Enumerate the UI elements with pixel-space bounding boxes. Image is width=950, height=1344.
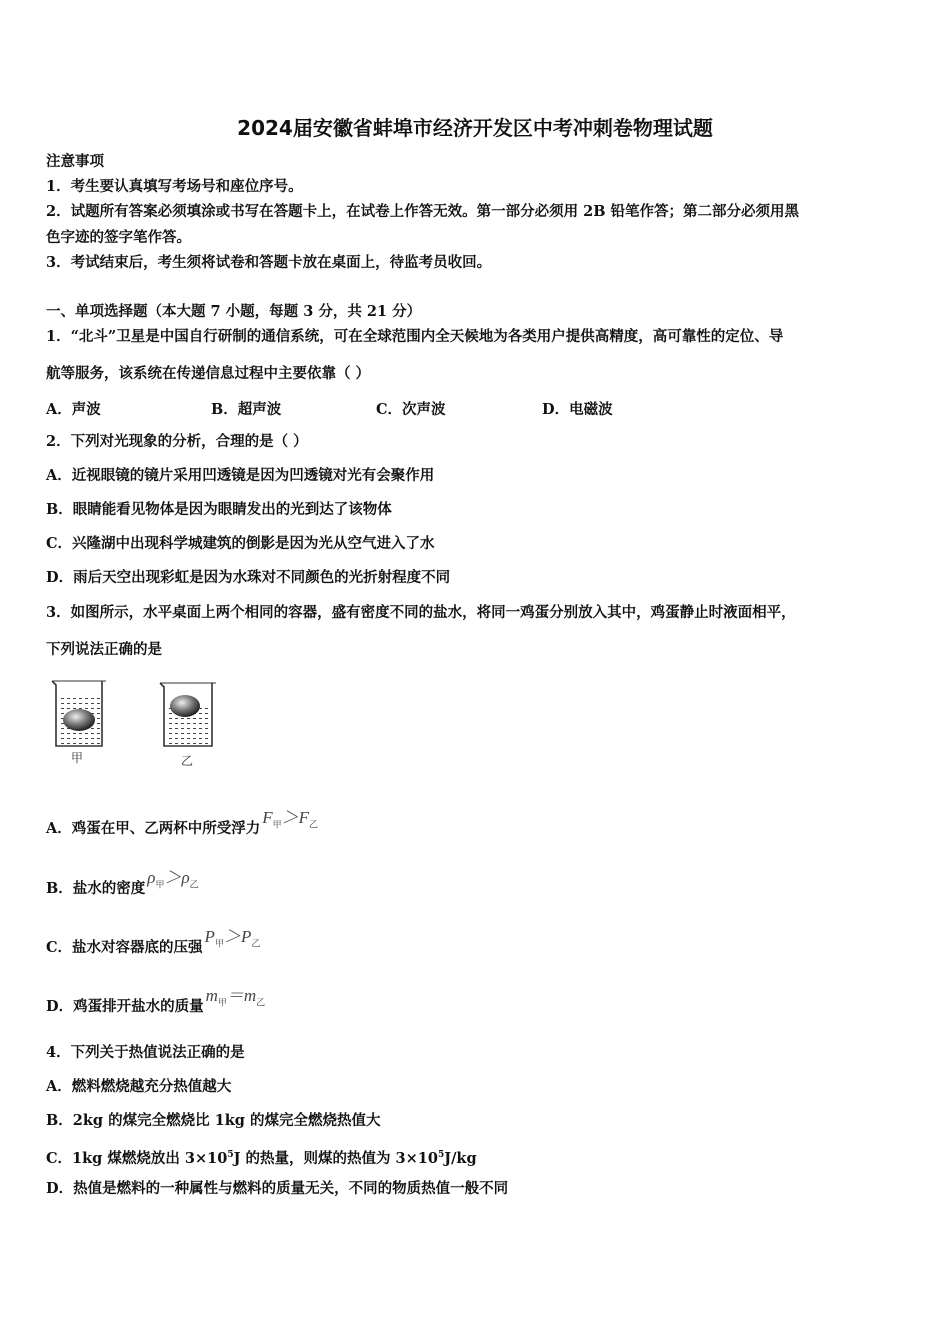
notice-item: 2．试题所有答案必须填涂或书写在答题卡上，在试卷上作答无效。第一部分必须用 2B 铅笔作答；第二部分必须用黑 — [46, 203, 800, 220]
q4-option-d: D．热值是燃料的一种属性与燃料的质量无关，不同的物质热值一般不同 — [46, 1180, 509, 1197]
formula: $P_甲>P_乙$ — [204, 927, 261, 949]
figure-label-jia: 甲 — [70, 751, 84, 765]
notice-item: 1．考生要认真填写考场号和座位序号。 — [46, 178, 303, 195]
figure-label-yi: 乙 — [180, 754, 194, 768]
q1-option-b: B．超声波 — [211, 401, 282, 418]
section-heading: 一、单项选择题（本大题 7 小题，每题 3 分，共 21 分） — [46, 303, 422, 320]
q2-stem: 2．下列对光现象的分析，合理的是（ ） — [46, 433, 308, 450]
q2-option-d: D．雨后天空出现彩虹是因为水珠对不同颜色的光折射程度不同 — [46, 569, 451, 586]
q3-option-b: B．盐水的密度$\rho_甲>\rho_乙$ — [46, 868, 199, 897]
q1-options — [46, 398, 746, 418]
q4-option-c: C．1kg 煤燃烧放出 $3\times 10^5J$ 的热量，则煤的热值为 $3\times 10^5J/kg$ — [46, 1149, 477, 1167]
beaker-jia — [52, 681, 106, 746]
q1-option-d: D．电磁波 — [542, 401, 613, 418]
formula: $F_甲>F_乙$ — [262, 808, 319, 830]
formula: $\rho_甲>\rho_乙$ — [147, 868, 199, 890]
q2-option-a: A．近视眼镜的镜片采用凹透镜是因为凹透镜对光有会聚作用 — [46, 467, 435, 484]
formula: $m_甲=m_乙$ — [205, 986, 266, 1008]
q4-option-a: A．燃料燃烧越充分热值越大 — [46, 1078, 232, 1095]
notice-item: 色字迹的签字笔作答。 — [46, 229, 191, 246]
q4-option-b: B．2kg 的煤完全燃烧比 1kg 的煤完全燃烧热值大 — [46, 1112, 381, 1129]
egg-shape — [63, 709, 95, 731]
egg-shape — [170, 695, 200, 717]
q4-stem: 4．下列关于热值说法正确的是 — [46, 1044, 245, 1061]
beakers-figure — [48, 676, 238, 771]
q1-option-a: A．声波 — [46, 401, 101, 418]
q3-stem: 3．如图所示，水平桌面上两个相同的容器，盛有密度不同的盐水，将同一鸡蛋分别放入其中，鸡蛋静止时液面相平， — [46, 604, 796, 621]
notice-heading: 注意事项 — [46, 153, 104, 170]
q3-option-d: D．鸡蛋排开盐水的质量$m_甲=m_乙$ — [46, 986, 266, 1015]
beaker-yi — [160, 683, 216, 746]
q2-option-b: B．眼睛能看见物体是因为眼睛发出的光到达了该物体 — [46, 501, 392, 518]
q3-option-a: A．鸡蛋在甲、乙两杯中所受浮力$F_甲>F_乙$ — [46, 808, 319, 837]
q3-option-c: C．盐水对容器底的压强$P_甲>P_乙$ — [46, 927, 261, 956]
q3-stem: 下列说法正确的是 — [46, 641, 162, 658]
notice-item: 3．考试结束后，考生须将试卷和答题卡放在桌面上，待监考员收回。 — [46, 254, 492, 271]
page-title: 2024届安徽省蚌埠市经济开发区中考冲刺卷物理试题 — [237, 116, 713, 140]
q1-stem: 航等服务，该系统在传递信息过程中主要依靠（ ） — [46, 365, 371, 382]
q1-stem: 1．“北斗”卫星是中国自行研制的通信系统，可在全球范围内全天候地为各类用户提供高精度，高可靠性的定位、导 — [46, 328, 784, 345]
q1-option-c: C．次声波 — [376, 401, 446, 418]
q2-option-c: C．兴隆湖中出现科学城建筑的倒影是因为光从空气进入了水 — [46, 535, 435, 552]
